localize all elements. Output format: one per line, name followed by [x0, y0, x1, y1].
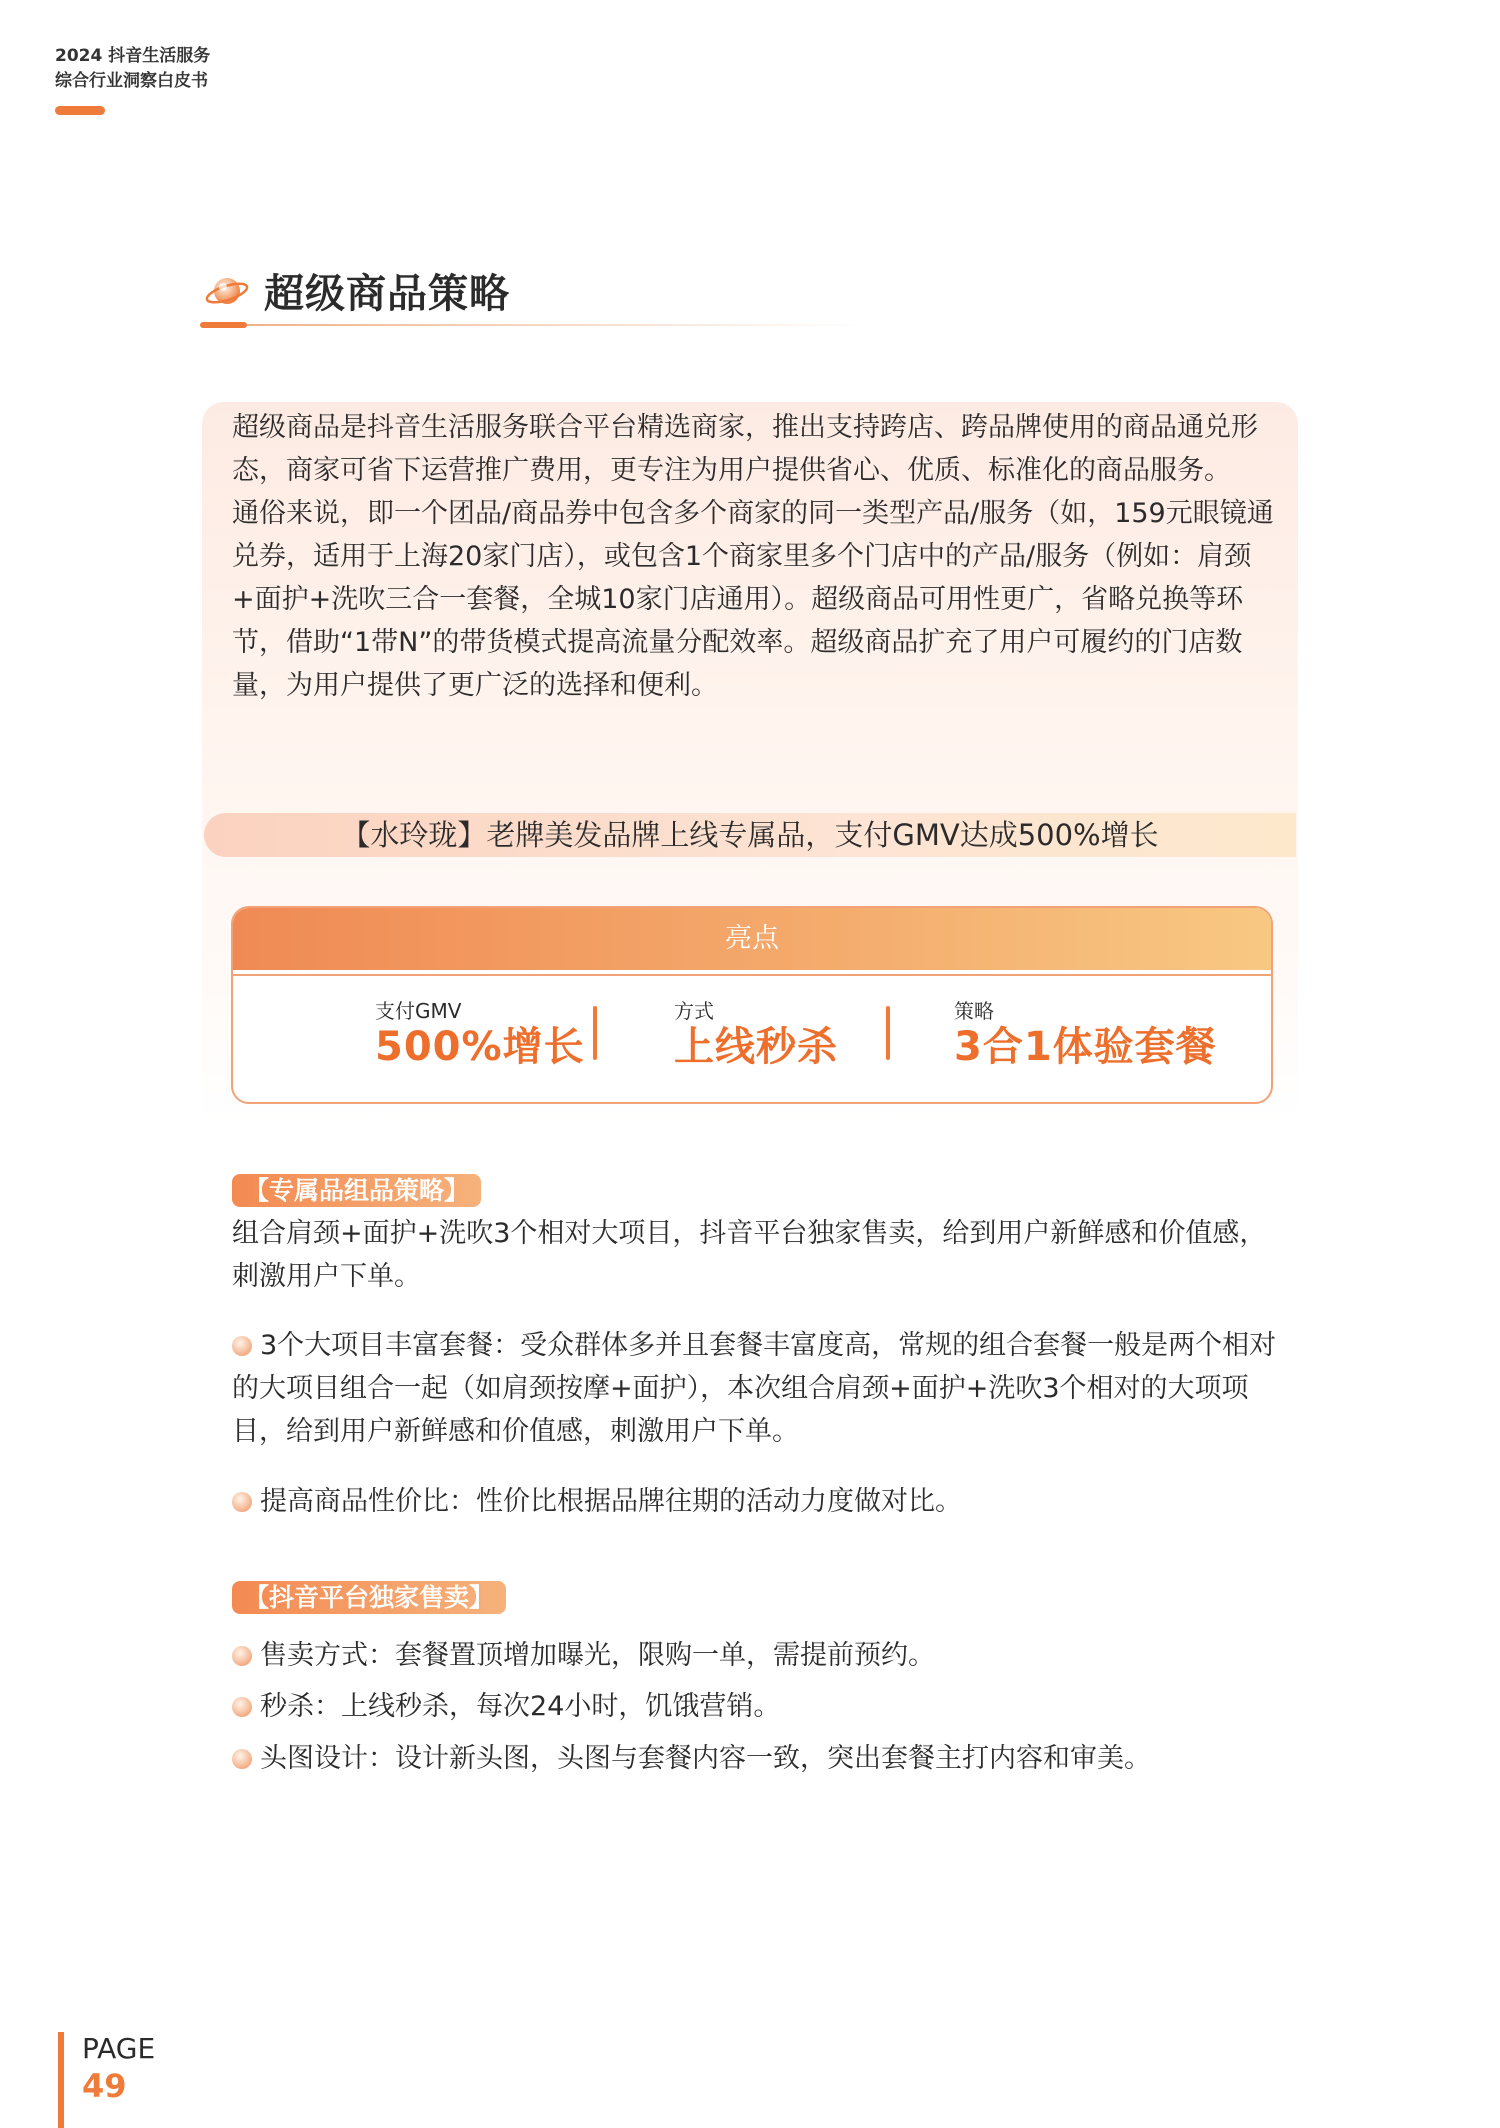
list-item	[232, 1324, 1282, 1453]
strategy-tag: 【专属品组品策略】	[232, 1174, 481, 1207]
bullet-text: 秒杀：上线秒杀，每次24小时，饥饿营销。	[260, 1691, 781, 1722]
page-label: PAGE	[82, 2032, 156, 2065]
list-item	[232, 1685, 1282, 1728]
bullet-text: 3个大项目丰富套餐：受众群体多并且套餐丰富度高，常规的组合套餐一般是两个相对的大项目组合一起（如肩颈按摩+面护），本次组合肩颈+面护+洗吹3个相对的大项项目，给到用户新鲜感和价值感，刺激用户下单。	[232, 1330, 1277, 1447]
header-year-title: 2024 抖音生活服务	[55, 46, 211, 66]
dot-icon	[232, 1336, 252, 1356]
header-doc-title: 综合行业洞察白皮书	[55, 71, 208, 91]
bullet-text: 提高商品性价比：性价比根据品牌往期的活动力度做对比。	[260, 1486, 962, 1517]
list-item	[232, 1737, 1282, 1780]
stat-label: 策略	[954, 999, 994, 1023]
stat-gmv	[375, 1000, 585, 1072]
stat-divider	[593, 1006, 597, 1060]
stat-method	[674, 1000, 838, 1072]
header-accent-bar	[55, 106, 105, 115]
list-item	[232, 1480, 1282, 1523]
dot-icon	[232, 1646, 252, 1666]
dot-icon	[232, 1697, 252, 1717]
intro-paragraph-1: 超级商品是抖音生活服务联合平台精选商家，推出支持跨店、跨品牌使用的商品通兑形态，商家可省下运营推广费用，更专注为用户提供省心、优质、标准化的商品服务。	[232, 412, 1258, 486]
case-title-banner: 【水玲珑】老牌美发品牌上线专属品，支付GMV达成500%增长	[204, 813, 1296, 857]
intro-text	[232, 406, 1282, 707]
bullet-text: 售卖方式：套餐置顶增加曝光，限购一单，需提前预约。	[260, 1640, 935, 1671]
stat-value: 3合1体验套餐	[954, 1024, 1217, 1070]
document-header	[55, 44, 210, 115]
exclusive-tag: 【抖音平台独家售卖】	[232, 1581, 506, 1614]
section-title-underline	[200, 322, 860, 328]
stat-value: 500%增长	[375, 1024, 585, 1070]
stat-value: 上线秒杀	[674, 1024, 838, 1070]
page-footer	[58, 2032, 155, 2128]
dot-icon	[232, 1492, 252, 1512]
stat-strategy	[954, 1000, 1217, 1072]
section-title: 超级商品策略	[264, 271, 510, 317]
stat-label: 方式	[674, 999, 714, 1023]
highlight-header: 亮点	[233, 908, 1271, 974]
page-number: 49	[82, 2067, 127, 2105]
stat-label: 支付GMV	[375, 999, 462, 1023]
list-item	[232, 1634, 1282, 1677]
dot-icon	[232, 1749, 252, 1769]
planet-icon	[204, 268, 250, 314]
bullet-text: 头图设计：设计新头图，头图与套餐内容一致，突出套餐主打内容和审美。	[260, 1743, 1151, 1774]
section-heading	[204, 262, 510, 319]
strategy-summary: 组合肩颈+面护+洗吹3个相对大项目，抖音平台独家售卖，给到用户新鲜感和价值感，刺激用户下单。	[232, 1218, 1267, 1292]
intro-paragraph-2: 通俗来说，即一个团品/商品券中包含多个商家的同一类型产品/服务（如，159元眼镜通兑券，适用于上海20家门店），或包含1个商家里多个门店中的产品/服务（例如：肩颈+面护+洗吹三合一套餐，全城10家门店通用）。超级商品可用性更广，省略兑换等环节，借助“1带N”的带货模式提高流量分配效率。超级商品扩充了用户可履约的门店数量，为用户提供了更广泛的选择和便利。	[232, 498, 1274, 701]
highlight-card	[231, 906, 1273, 1104]
stat-divider	[886, 1006, 890, 1060]
